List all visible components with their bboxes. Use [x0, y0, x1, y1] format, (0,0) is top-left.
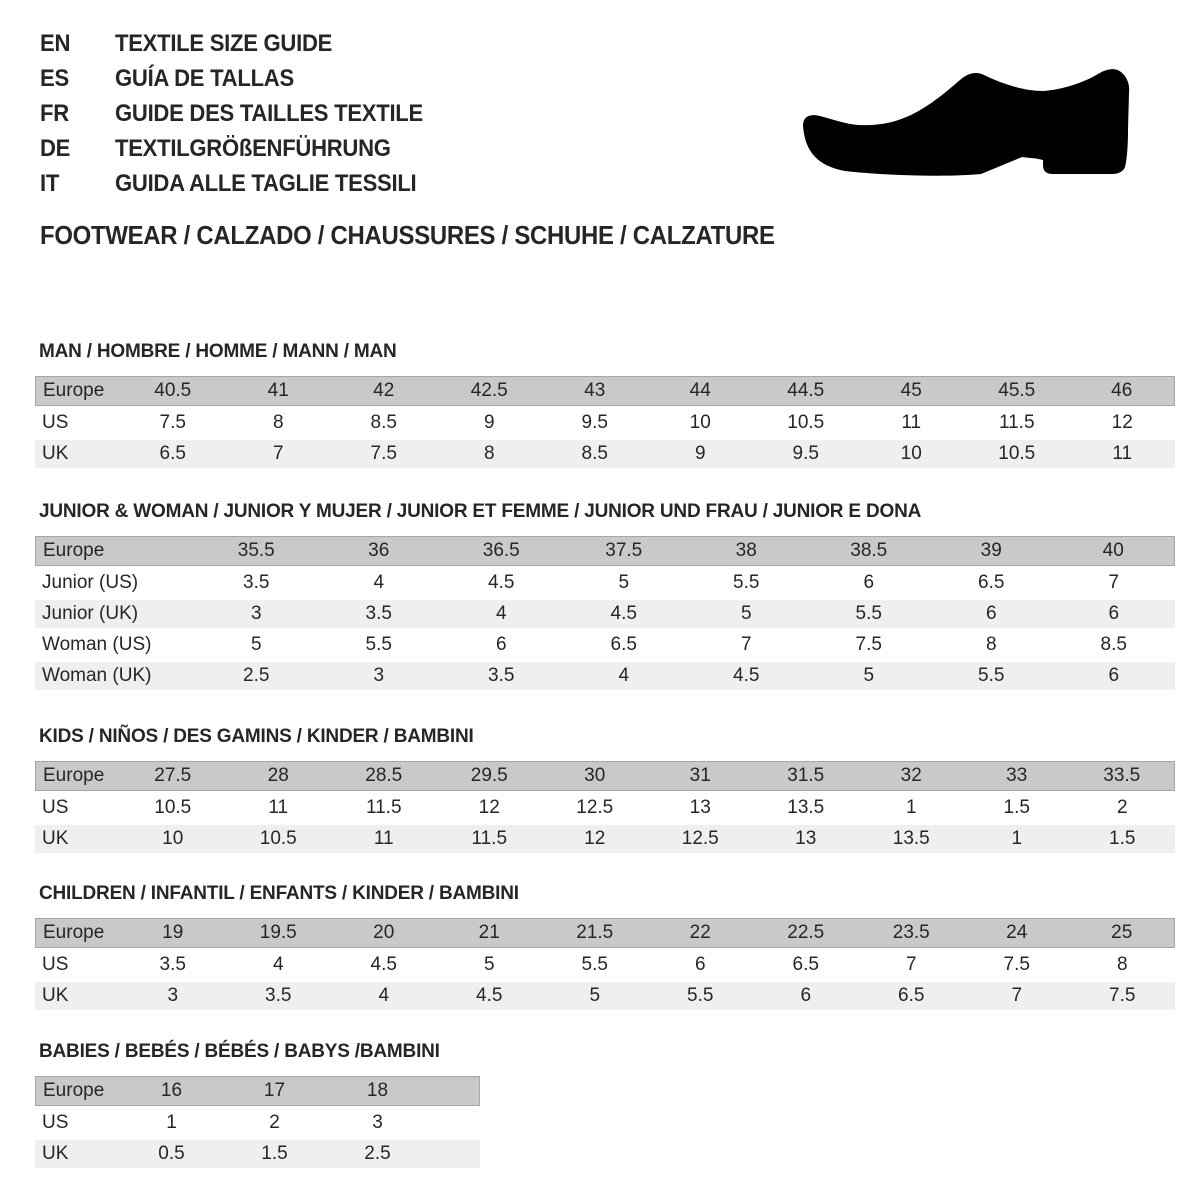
- size-value: 5.5: [318, 631, 441, 659]
- size-value: 4: [563, 662, 686, 690]
- size-value: 38.5: [808, 536, 931, 566]
- size-value: 28.5: [331, 761, 437, 791]
- table-row: [35, 825, 1175, 853]
- size-value: 8: [226, 409, 332, 437]
- size-value: 1: [120, 1109, 223, 1137]
- size-value: 7: [226, 440, 332, 468]
- size-value: 4.5: [563, 600, 686, 628]
- size-value: 4.5: [331, 951, 437, 979]
- size-value: 6: [753, 982, 859, 1010]
- section-title: KIDS / NIÑOS / DES GAMINS / KINDER / BAMBINI: [39, 726, 474, 747]
- size-value: 35.5: [195, 536, 318, 566]
- size-value: 43: [542, 376, 648, 406]
- size-value: 17: [223, 1076, 326, 1106]
- category-line-text: FOOTWEAR / CALZADO / CHAUSSURES / SCHUHE / CALZATURE: [40, 220, 775, 250]
- size-value: 11: [226, 794, 332, 822]
- size-value: 10: [648, 409, 754, 437]
- size-value: 5: [195, 631, 318, 659]
- size-value: 3: [195, 600, 318, 628]
- size-value: 5.5: [685, 569, 808, 597]
- size-value: 3: [318, 662, 441, 690]
- language-row-en: [40, 26, 450, 61]
- size-value: 29.5: [437, 761, 543, 791]
- size-value: 42: [331, 376, 437, 406]
- size-value: 4: [440, 600, 563, 628]
- language-code: DE: [40, 134, 71, 162]
- size-value: 10.5: [226, 825, 332, 853]
- category-line: [40, 220, 839, 251]
- size-value: 31.5: [753, 761, 859, 791]
- size-value: 5: [563, 569, 686, 597]
- kids-size-table: [35, 758, 1175, 856]
- size-value: 5: [685, 600, 808, 628]
- size-value: 36.5: [440, 536, 563, 566]
- size-value: 22.5: [753, 918, 859, 948]
- size-value: 41: [226, 376, 332, 406]
- size-value: 22: [648, 918, 754, 948]
- section-kids: [35, 727, 1175, 856]
- size-value: 42.5: [437, 376, 543, 406]
- size-value: 19.5: [226, 918, 332, 948]
- size-value: 19: [120, 918, 226, 948]
- size-value: 24: [964, 918, 1070, 948]
- size-value: 10: [120, 825, 226, 853]
- language-row-fr: [40, 96, 450, 131]
- size-value: 13: [648, 794, 754, 822]
- size-value: 9.5: [753, 440, 859, 468]
- size-value: 5: [808, 662, 931, 690]
- size-value: 1.5: [964, 794, 1070, 822]
- table-row: [35, 794, 1175, 822]
- size-value: 5: [437, 951, 543, 979]
- size-value: 7.5: [964, 951, 1070, 979]
- size-value: 20: [331, 918, 437, 948]
- table-row: [35, 982, 1175, 1010]
- size-value: 1: [859, 794, 965, 822]
- language-row-de: [40, 131, 450, 166]
- table-row: [35, 440, 1175, 468]
- row-label: Europe: [35, 918, 120, 948]
- size-value: 33: [964, 761, 1070, 791]
- size-value: 7: [685, 631, 808, 659]
- section-title: CHILDREN / INFANTIL / ENFANTS / KINDER / BAMBINI: [39, 883, 519, 904]
- size-value: [429, 1076, 480, 1106]
- size-value: [429, 1140, 480, 1168]
- size-value: 7.5: [1070, 982, 1176, 1010]
- size-value: 6: [808, 569, 931, 597]
- size-value: 2.5: [195, 662, 318, 690]
- size-value: 7: [859, 951, 965, 979]
- size-value: 13: [753, 825, 859, 853]
- size-value: 9: [648, 440, 754, 468]
- section-title: BABIES / BEBÉS / BÉBÉS / BABYS /BAMBINI: [39, 1041, 440, 1062]
- size-value: 3: [120, 982, 226, 1010]
- size-value: 11: [859, 409, 965, 437]
- row-label: Junior (UK): [35, 600, 195, 628]
- size-value: 9.5: [542, 409, 648, 437]
- size-value: 6: [1053, 662, 1176, 690]
- size-value: 16: [120, 1076, 223, 1106]
- table-row: [35, 1140, 480, 1168]
- size-value: 23.5: [859, 918, 965, 948]
- size-value: 5.5: [648, 982, 754, 1010]
- size-value: 3.5: [195, 569, 318, 597]
- language-row-it: [40, 166, 450, 201]
- size-value: 5: [542, 982, 648, 1010]
- size-value: 44: [648, 376, 754, 406]
- table-row: [35, 951, 1175, 979]
- size-value: 6: [930, 600, 1053, 628]
- size-value: 10.5: [964, 440, 1070, 468]
- size-value: 7: [964, 982, 1070, 1010]
- table-row: [35, 600, 1175, 628]
- size-value: 7.5: [808, 631, 931, 659]
- size-value: 36: [318, 536, 441, 566]
- size-value: 46: [1070, 376, 1176, 406]
- language-code: EN: [40, 29, 71, 57]
- size-value: 3.5: [226, 982, 332, 1010]
- size-value: 8: [1070, 951, 1176, 979]
- size-value: 5.5: [808, 600, 931, 628]
- section-title: MAN / HOMBRE / HOMME / MANN / MAN: [39, 341, 397, 362]
- size-value: 4: [318, 569, 441, 597]
- size-value: 7: [1053, 569, 1176, 597]
- section-title: JUNIOR & WOMAN / JUNIOR Y MUJER / JUNIOR ET FEMME / JUNIOR UND FRAU / JUNIOR E DONA: [39, 501, 922, 522]
- row-label: Europe: [35, 1076, 120, 1106]
- row-label: Europe: [35, 376, 120, 406]
- size-value: 6.5: [859, 982, 965, 1010]
- size-value: 31: [648, 761, 754, 791]
- row-label: UK: [35, 1140, 120, 1168]
- size-value: 39: [930, 536, 1053, 566]
- row-label: Junior (US): [35, 569, 195, 597]
- size-value: 11.5: [437, 825, 543, 853]
- size-value: 2: [1070, 794, 1176, 822]
- shoe-icon: [800, 60, 1140, 185]
- size-value: 4: [226, 951, 332, 979]
- table-row: [35, 631, 1175, 659]
- size-value: 8.5: [331, 409, 437, 437]
- size-value: 2.5: [326, 1140, 429, 1168]
- size-value: 1.5: [223, 1140, 326, 1168]
- size-value: 4.5: [437, 982, 543, 1010]
- size-value: 11.5: [964, 409, 1070, 437]
- size-value: [429, 1109, 480, 1137]
- language-title: GUÍA DE TALLAS: [115, 64, 294, 92]
- size-value: 6.5: [120, 440, 226, 468]
- row-label: Europe: [35, 761, 120, 791]
- row-label: Europe: [35, 536, 195, 566]
- size-value: 12: [542, 825, 648, 853]
- language-code: ES: [40, 64, 69, 92]
- size-value: 8.5: [542, 440, 648, 468]
- size-value: 4.5: [440, 569, 563, 597]
- size-value: 12.5: [542, 794, 648, 822]
- size-value: 27.5: [120, 761, 226, 791]
- size-value: 7.5: [120, 409, 226, 437]
- size-value: 3.5: [318, 600, 441, 628]
- row-label: US: [35, 409, 120, 437]
- table-header-row: [35, 376, 1175, 406]
- size-value: 6: [648, 951, 754, 979]
- children-size-table: [35, 915, 1175, 1013]
- size-value: 11: [1070, 440, 1176, 468]
- size-value: 30: [542, 761, 648, 791]
- size-value: 5.5: [542, 951, 648, 979]
- table-row: [35, 1109, 480, 1137]
- language-title: TEXTILGRÖßENFÜHRUNG: [115, 134, 391, 162]
- table-header-row: [35, 761, 1175, 791]
- table-row: [35, 662, 1175, 690]
- size-value: 33.5: [1070, 761, 1176, 791]
- table-row: [35, 569, 1175, 597]
- size-value: 45.5: [964, 376, 1070, 406]
- size-value: 10: [859, 440, 965, 468]
- row-label: Woman (UK): [35, 662, 195, 690]
- row-label: US: [35, 951, 120, 979]
- size-value: 13.5: [753, 794, 859, 822]
- size-value: 45: [859, 376, 965, 406]
- size-value: 10.5: [753, 409, 859, 437]
- size-value: 32: [859, 761, 965, 791]
- size-value: 0.5: [120, 1140, 223, 1168]
- size-value: 1: [964, 825, 1070, 853]
- size-value: 3: [326, 1109, 429, 1137]
- size-value: 12: [1070, 409, 1176, 437]
- size-value: 2: [223, 1109, 326, 1137]
- size-value: 25: [1070, 918, 1176, 948]
- table-row: [35, 409, 1175, 437]
- size-value: 21: [437, 918, 543, 948]
- size-value: 28: [226, 761, 332, 791]
- size-value: 21.5: [542, 918, 648, 948]
- babies-size-table: [35, 1073, 480, 1171]
- size-value: 8.5: [1053, 631, 1176, 659]
- size-value: 11: [331, 825, 437, 853]
- size-value: 6.5: [930, 569, 1053, 597]
- language-title-block: [40, 26, 450, 201]
- size-value: 40: [1053, 536, 1176, 566]
- size-value: 37.5: [563, 536, 686, 566]
- size-value: 1.5: [1070, 825, 1176, 853]
- size-value: 5.5: [930, 662, 1053, 690]
- section-children: [35, 884, 1175, 1013]
- size-value: 44.5: [753, 376, 859, 406]
- size-value: 8: [437, 440, 543, 468]
- section-babies: [35, 1042, 1175, 1171]
- size-value: 6: [440, 631, 563, 659]
- row-label: US: [35, 794, 120, 822]
- size-value: 6.5: [753, 951, 859, 979]
- size-value: 9: [437, 409, 543, 437]
- size-value: 4: [331, 982, 437, 1010]
- size-value: 4.5: [685, 662, 808, 690]
- size-value: 6: [1053, 600, 1176, 628]
- language-title: GUIDA ALLE TAGLIE TESSILI: [115, 169, 417, 197]
- language-row-es: [40, 61, 450, 96]
- section-junior-woman: [35, 502, 1175, 693]
- language-code: FR: [40, 99, 69, 127]
- row-label: US: [35, 1109, 120, 1137]
- size-value: 3.5: [440, 662, 563, 690]
- size-value: 7.5: [331, 440, 437, 468]
- size-value: 40.5: [120, 376, 226, 406]
- size-value: 12.5: [648, 825, 754, 853]
- section-man: [35, 342, 1175, 471]
- language-title: TEXTILE SIZE GUIDE: [115, 29, 333, 57]
- table-header-row: [35, 918, 1175, 948]
- size-value: 18: [326, 1076, 429, 1106]
- size-value: 12: [437, 794, 543, 822]
- size-value: 6.5: [563, 631, 686, 659]
- size-value: 10.5: [120, 794, 226, 822]
- table-header-row: [35, 1076, 480, 1106]
- language-title: GUIDE DES TAILLES TEXTILE: [115, 99, 423, 127]
- size-value: 3.5: [120, 951, 226, 979]
- junior-woman-size-table: [35, 533, 1175, 693]
- table-header-row: [35, 536, 1175, 566]
- man-size-table: [35, 373, 1175, 471]
- row-label: UK: [35, 440, 120, 468]
- size-value: 38: [685, 536, 808, 566]
- size-value: 11.5: [331, 794, 437, 822]
- row-label: Woman (US): [35, 631, 195, 659]
- size-value: 8: [930, 631, 1053, 659]
- row-label: UK: [35, 825, 120, 853]
- language-code: IT: [40, 169, 60, 197]
- size-value: 13.5: [859, 825, 965, 853]
- row-label: UK: [35, 982, 120, 1010]
